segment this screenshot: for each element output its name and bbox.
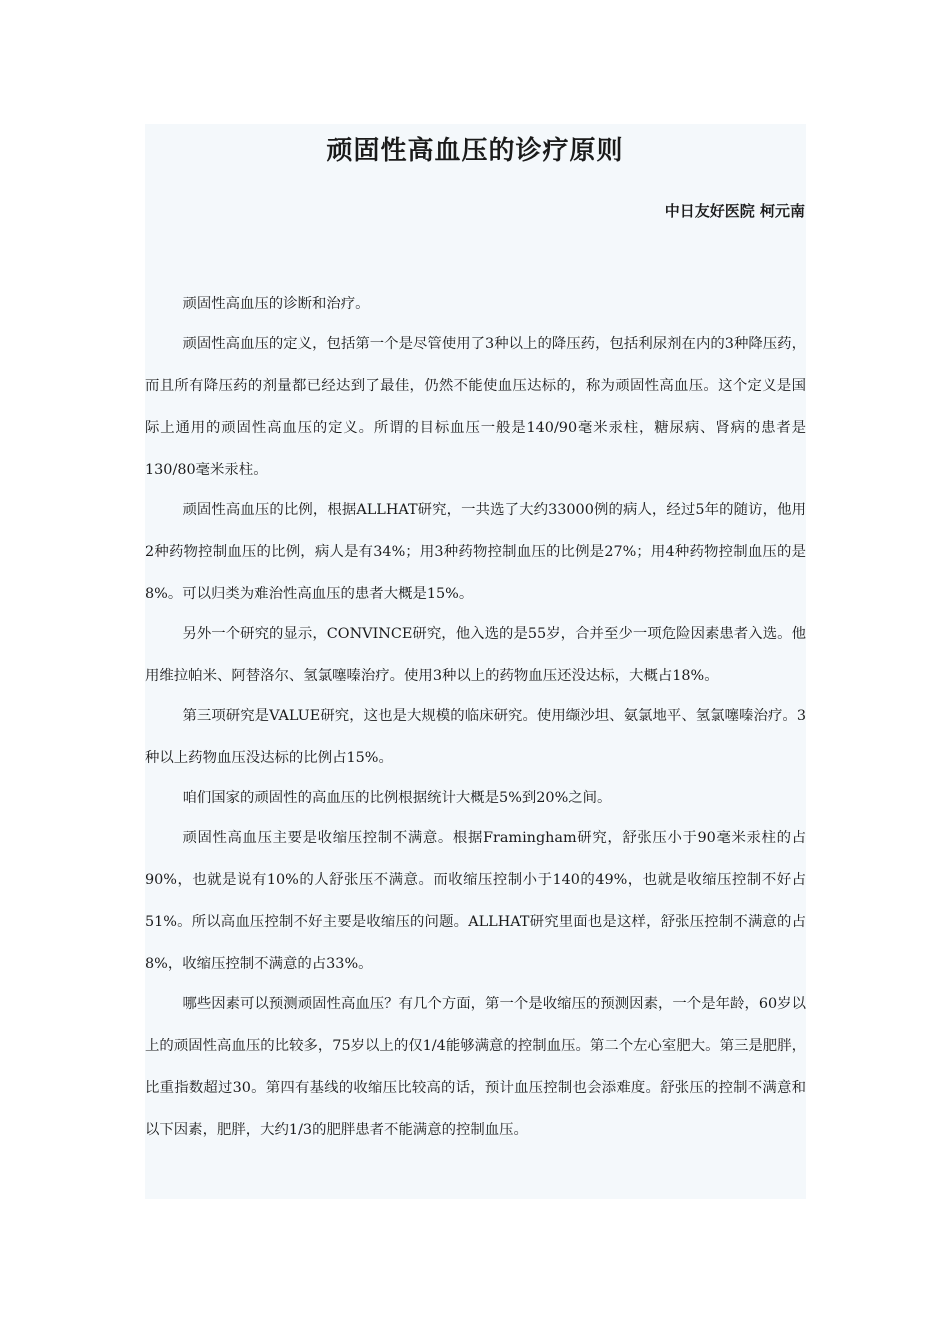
paragraph: 另外一个研究的显示，CONVINCE研究，他入选的是55岁，合并至少一项危险因素患者入选。他用维拉帕米、阿替洛尔、氢氯噻嗪治疗。使用3种以上的药物血压还没达标，大概占18%。	[145, 626, 806, 684]
paragraph: 顽固性高血压的定义，包括第一个是尽管使用了3种以上的降压药，包括利尿剂在内的3种降压药，而且所有降压药的剂量都已经达到了最佳，仍然不能使血压达标的，称为顽固性高血压。这个定义是国际上通用的顽固性高血压的定义。所谓的目标血压一般是140/90毫米汞柱，糖尿病、肾病的患者是130/80毫米汞柱。	[145, 336, 806, 478]
paragraph: 顽固性高血压主要是收缩压控制不满意。根据Framingham研究，舒张压小于90毫米汞柱的占90%，也就是说有10%的人舒张压不满意。而收缩压控制小于140的49%，也就是收缩压控制不好占51%。所以高血压控制不好主要是收缩压的问题。ALLHAT研究里面也是这样，舒张压控制不满意的占8%，收缩压控制不满意的占33%。	[145, 830, 806, 972]
document-title: 顽固性高血压的诊疗原则	[326, 136, 624, 166]
paragraph: 第三项研究是VALUE研究，这也是大规模的临床研究。使用缬沙坦、氨氯地平、氢氯噻嗪治疗。3种以上药物血压没达标的比例占15%。	[145, 708, 806, 766]
document-byline: 中日友好医院 柯元南	[664, 202, 805, 220]
paragraph: 哪些因素可以预测顽固性高血压？有几个方面，第一个是收缩压的预测因素，一个是年龄，60岁以上的顽固性高血压的比较多，75岁以上的仅1/4能够满意的控制血压。第二个左心室肥大。第三是肥胖，比重指数超过30。第四有基线的收缩压比较高的话，预计血压控制也会添难度。舒张压的控制不满意和以下因素，肥胖，大约1/3的肥胖患者不能满意的控制血压。	[145, 996, 806, 1138]
paragraph: 咱们国家的顽固性的高血压的比例根据统计大概是5%到20%之间。	[182, 790, 612, 806]
document-body	[145, 283, 806, 1151]
paragraph: 顽固性高血压的比例，根据ALLHAT研究，一共选了大约33000例的病人，经过5年的随访，他用2种药物控制血压的比例，病人是有34%；用3种药物控制血压的比例是27%；用4种药物控制血压的是8%。可以归类为难治性高血压的患者大概是15%。	[145, 502, 806, 602]
paragraph: 顽固性高血压的诊断和治疗。	[182, 296, 370, 312]
